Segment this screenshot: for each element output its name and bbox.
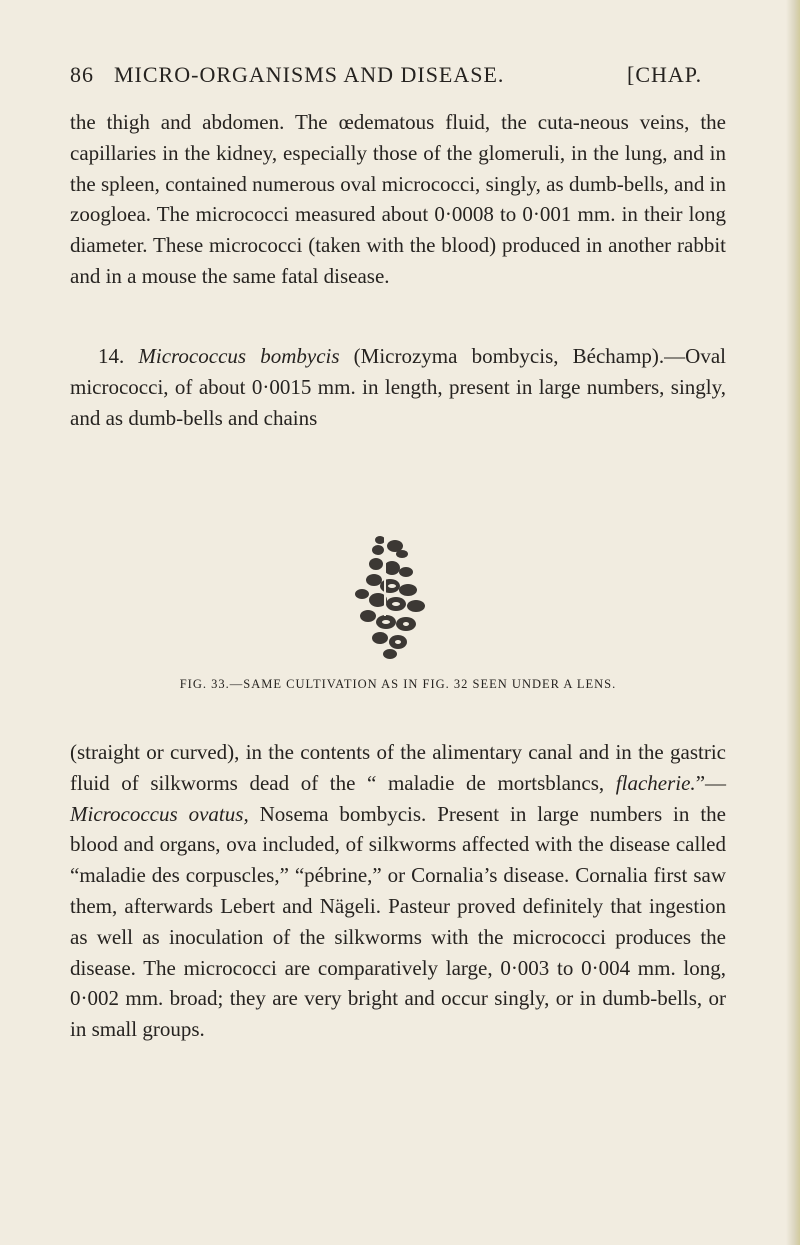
term-flacherie: flacherie. (615, 770, 696, 795)
paragraph-1: the thigh and abdomen. The œdematous fluid, the cuta-neous veins, the capillaries in the kidney, especially those of the glomeruli, in the lung, and in the spleen, contained numerous oval micrococci, singly, as dumb-bells, and in zoogloea. The micrococci measured about 0·0008 to 0·001 mm. in their long diameter. These micrococci (taken with the blood) produced in another rabbit and in a mouse the same fatal disease. (70, 110, 726, 288)
running-title: MICRO-ORGANISMS AND DISEASE. (114, 62, 505, 87)
paragraph-2-text: (Microzyma bombycis, Béchamp).—Oval micrococci, of about 0·0015 mm. in length, present in large numbers, singly, and as dumb-bells and chains (70, 344, 726, 430)
dash-quote: ”— (695, 770, 727, 795)
page-edge-shadow (786, 0, 800, 1245)
page-number: 86 (70, 62, 94, 87)
figure-caption: FIG. 33.—SAME CULTIVATION AS IN FIG. 32 SEEN UNDER A LENS. (179, 677, 617, 691)
species-name-ovatus: Micrococcus ovatus, (70, 801, 249, 826)
paragraph-3 (70, 737, 726, 1045)
paragraph-3-text-a: (straight or curved), in the contents of the alimentary canal and in the gastric fluid of silkworms dead of the “ maladie de mortsblancs, (70, 740, 726, 795)
paragraph-3-text-b: Nosema bombycis. Present in large numbers in the blood and organs, ova included, of silkworms affected with the disease called “maladie des corpuscles,” “pébrine,” or Cornalia’s disease. Cornalia first saw them, afterwards Lebert and Nägeli. Pasteur proved definitely that ingestion as well as inoculation of the silkworms with the micrococci produces the disease. The micrococci are comparatively large, 0·003 to 0·004 mm. long, 0·002 mm. broad; they are very bright and occur singly, or in dumb-bells, or in small groups. (70, 801, 726, 1042)
item-number: 14. (98, 344, 125, 368)
paragraph-2 (70, 341, 726, 433)
figure-illustration (340, 532, 440, 662)
species-name: Micrococcus bombycis (138, 344, 340, 368)
chapter-marker: [CHAP. (627, 62, 703, 87)
